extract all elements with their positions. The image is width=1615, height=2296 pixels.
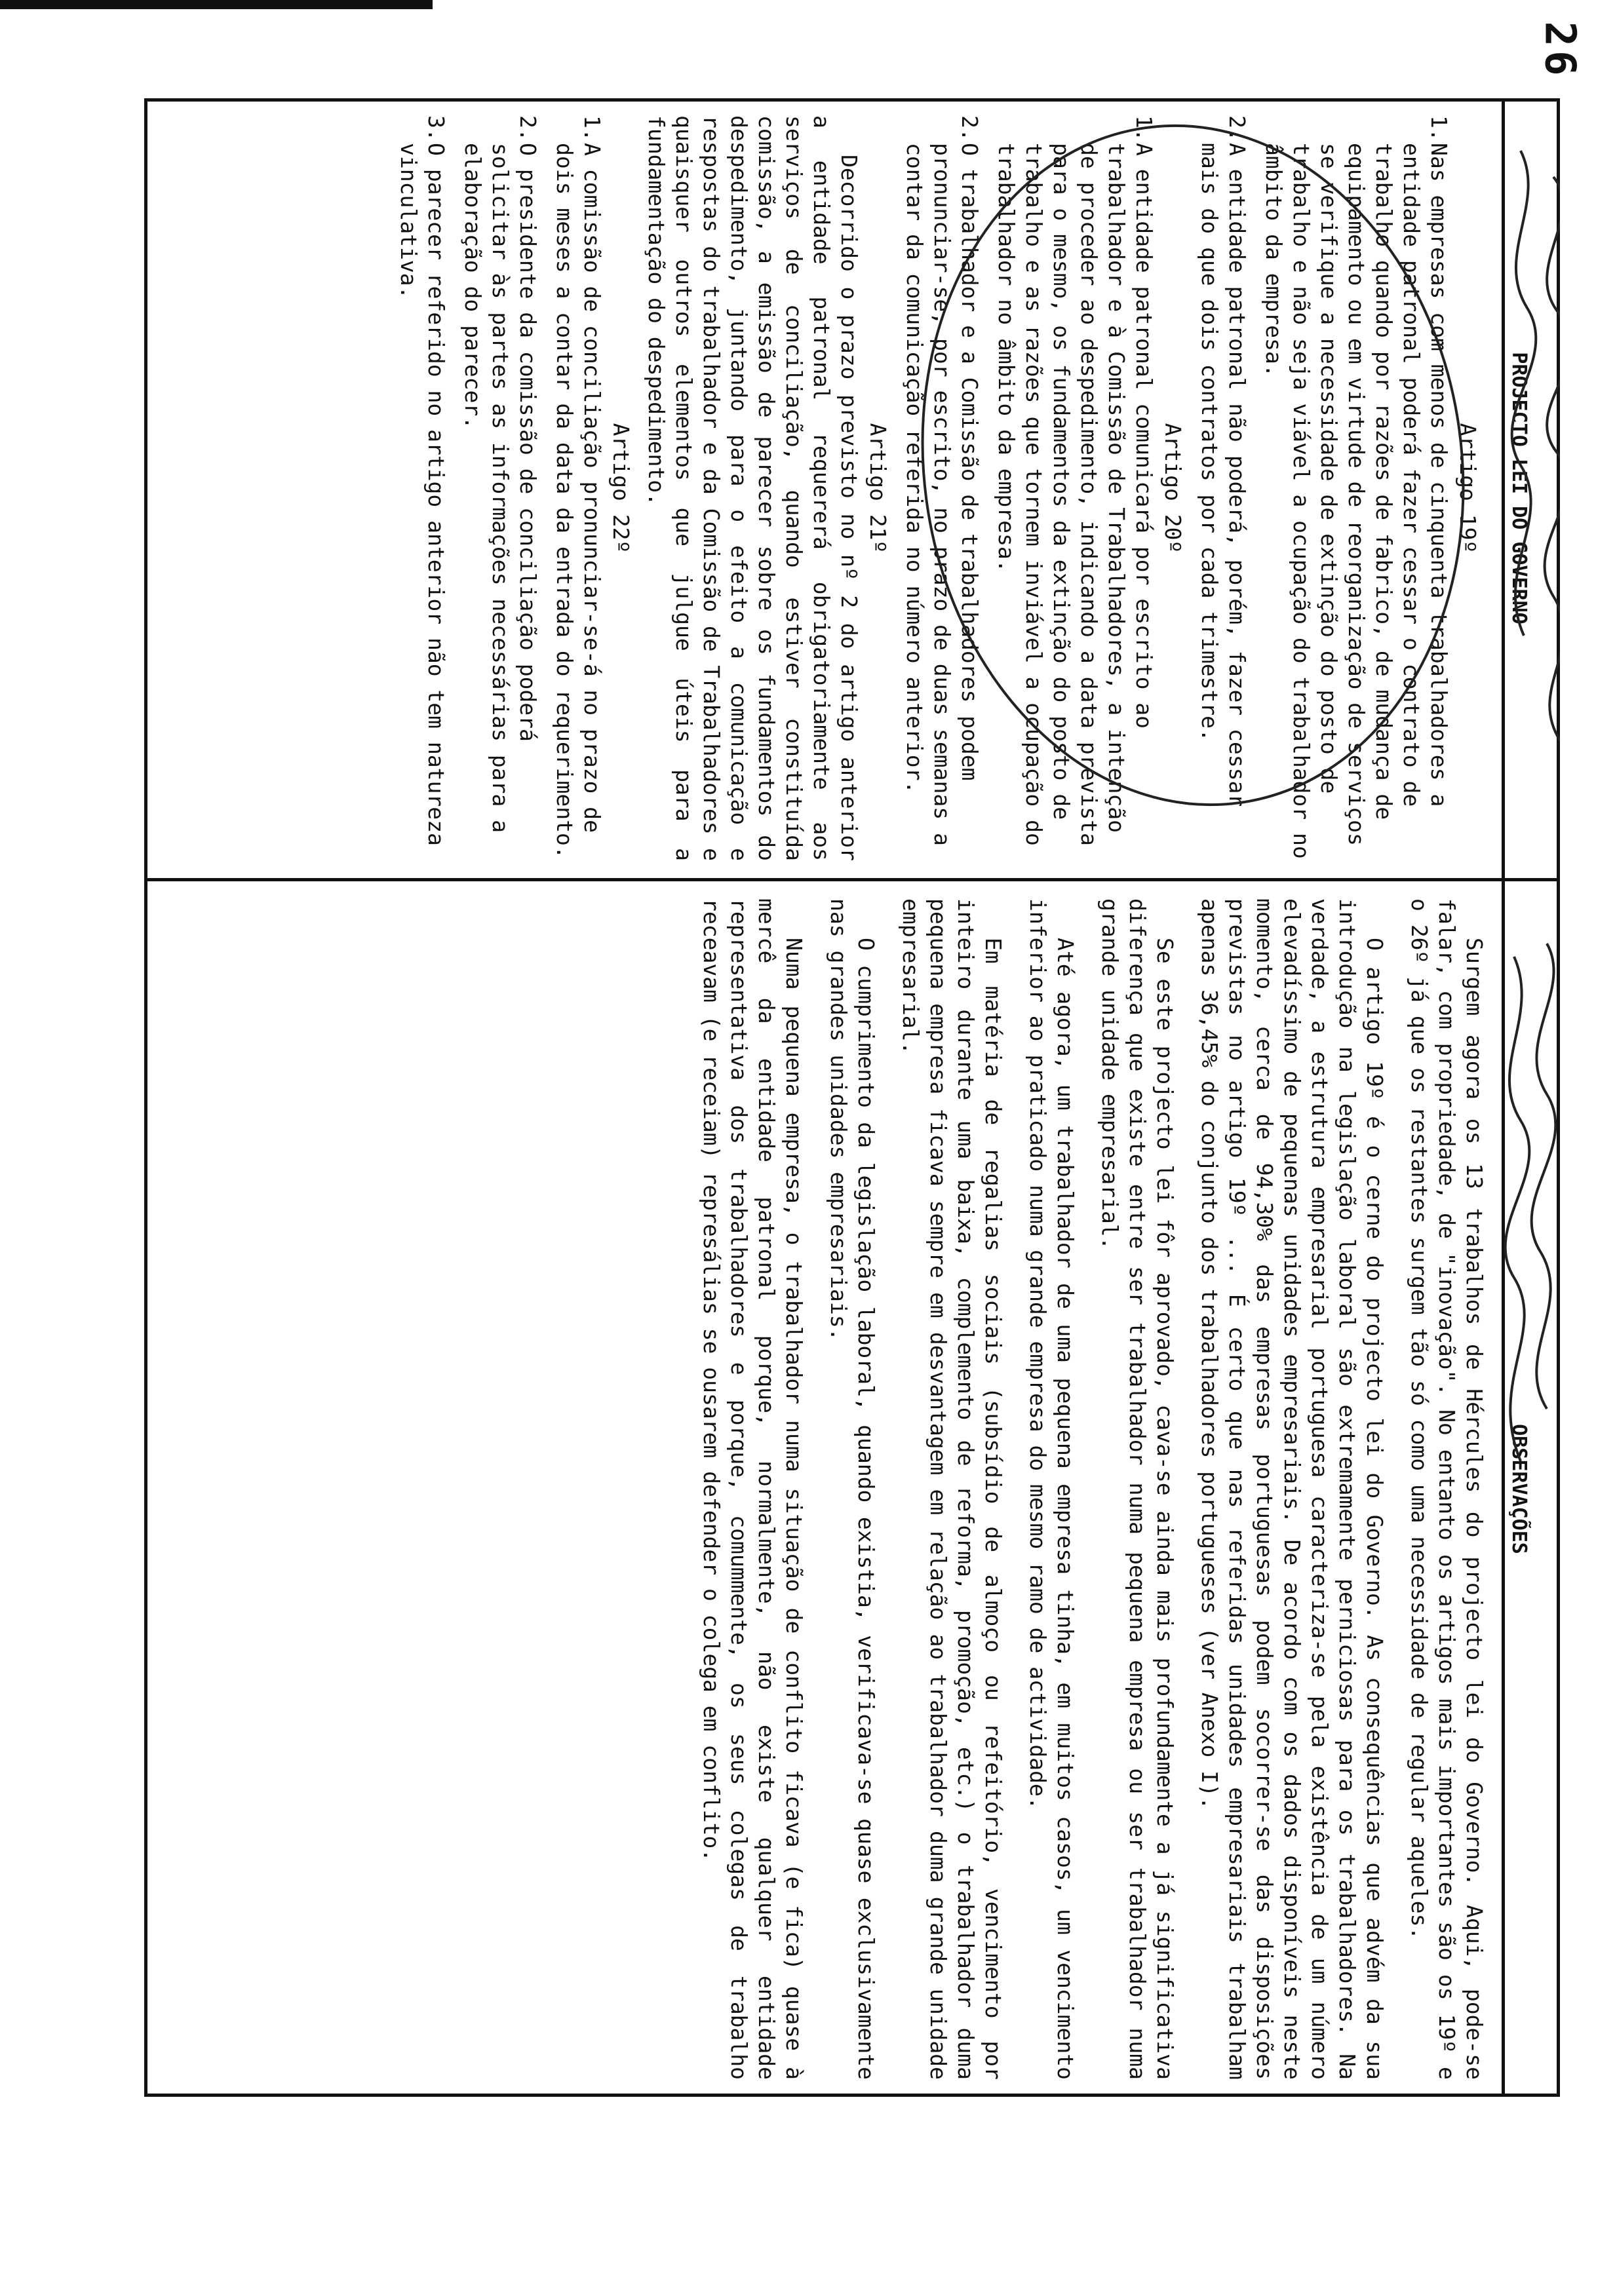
left-column <box>144 98 1560 878</box>
item-text: O parecer referido no artigo anterior não tem natureza vinculativa. <box>396 143 449 846</box>
numbered-item <box>395 115 450 861</box>
item-text: O presidente da comissão de conciliação poderá solicitar às partes as informações necessárias para a elaboração do parecer. <box>460 143 541 833</box>
article-heading: Artigo 19º <box>1455 423 1481 554</box>
item-text: A entidade patronal não poderá, porém, fazer cessar mais do que dois contratos por cada trimestre. <box>1197 143 1250 807</box>
observation-paragraph: Numa pequena empresa, o trabalhador numa situação de conflito ficava (e fica) quase à mercê da entidade patronal porque, normalmente, não existe qualquer entidade representativa dos trabalhadores e porque, comummente, os seus colegas de trabalho receavam (e receiam) represálias se ousarem defender o colega em conflito. <box>699 898 807 2080</box>
observation-paragraph: O artigo 19º é o cerne do projecto lei do Governo. As consequências que advém da sua introdução na legislação laboral são extremamente perniciosas para os trabalhadores. Na verdade, a estrutura empresarial portuguesa caracteriza-se pela existência de um número elevadíssimo de pequenas unidades empresariais. De acordo com os dados disponíveis neste momento, cerca de 94,30% das empresas portuguesas podem socorrer-se das disposições previstas no artigo 19º ... É certo que nas referidas unidades empresariais trabalham apenas 36,45% do conjunto dos trabalhadores portugueses (ver Anexo I). <box>1197 898 1388 2080</box>
item-text: A entidade patronal comunicará por escrito ao trabalhador e à Comissão de Trabalhadores, a intenção de proceder ao despedimento, indicando a data prevista para o mesmo, os fundamentos da extinção do posto de trabalho e as razões que tornem inviável a ocupação do trabalhador no âmbito da empresa. <box>994 143 1157 846</box>
article-heading: Artigo 20º <box>1160 423 1186 554</box>
observation-paragraph: Surgem agora os 13 trabalhos de Hércules do projecto lei do Governo. Aqui, pode-se falar, com propriedade, de "inovação". No entanto os artigos mais importantes são os 19º e o 26º já que os restantes surgem tão só como uma necessidade de regular aqueles. <box>1407 898 1487 2080</box>
observation-paragraph: Até agora, um trabalhador de uma pequena empresa tinha, em muitos casos, um vencimento inferior ao praticado numa grande empresa do mesmo ramo de actividade. <box>1025 898 1078 2080</box>
item-number: 1. <box>1426 115 1452 142</box>
numbered-item <box>901 115 983 861</box>
article-heading: Artigo 21º <box>865 423 891 554</box>
item-number: 1. <box>579 115 605 142</box>
observation-paragraph: Em matéria de regalias sociais (subsídio de almoço ou refeitório, vencimento por inteiro durante uma baixa, complemento de reforma, promoção, etc.) o trabalhador duma pequena empresa ficava sempre em desvantagem em relação ao trabalhador duma grande unidade empresarial. <box>898 898 1006 2080</box>
item-number: 2. <box>1224 115 1250 142</box>
item-text: A comissão de conciliação pronunciar-se-á no prazo de dois meses a contar da data da entrada do requerimento. <box>552 143 605 859</box>
article-paragraph: Decorrido o prazo previsto no nº 2 do artigo anterior a entidade patronal requererá obrigatoriamente aos serviços de conciliação, quando estiver constituída comissão, a emissão de parecer sobre os fundamentos do despedimento, juntando para o efeito a comunicação e respostas do trabalhador e da Comissão de Trabalhadores e quaisquer outros elementos que julgue úteis para a fundamentação do despedimento. <box>644 115 862 861</box>
numbered-item <box>459 115 541 861</box>
numbered-item <box>1260 115 1452 861</box>
article-heading: Artigo 22º <box>608 423 634 554</box>
item-number: 3. <box>423 115 449 142</box>
right-column <box>144 881 1560 2097</box>
page-number: 26 <box>1535 21 1584 80</box>
item-text: O trabalhador e a Comissão de trabalhadores podem pronunciar-se, por escrito, no prazo de duas semanas a contar da comunicação referida no número anterior. <box>902 143 983 846</box>
item-number: 2. <box>957 115 983 142</box>
document-sheet <box>144 98 1560 2097</box>
left-column-body <box>395 115 1505 861</box>
item-number: 2. <box>515 115 541 142</box>
observation-paragraph: Se este projecto lei fôr aprovado, cava-se ainda mais profundamente a já significativa diferença que existe entre ser trabalhador numa pequena empresa ou ser trabalhador numa grande unidade empresarial. <box>1097 898 1178 2080</box>
numbered-item <box>551 115 606 861</box>
top-rule <box>0 0 433 9</box>
right-column-body <box>697 898 1505 2080</box>
item-number: 1. <box>1131 115 1157 142</box>
left-column-header: PROJECTO LEI DO GOVERNO <box>1508 352 1530 624</box>
item-text: Nas empresas com menos de cinquenta trabalhadores a entidade patronal poderá fazer cessar o contrato de trabalho quando por razões de fabrico, de mudança de equipamento ou em virtude de reorganização de serviços se verifique a necessidade de extinção do posto de trabalho e não seja viável a ocupação do trabalhador no âmbito da empresa. <box>1261 143 1452 859</box>
observation-paragraph: O cumprimento da legislação laboral, quando existia, verificava-se quase exclusivamente nas grandes unidades empresariais. <box>826 898 879 2080</box>
right-column-header: OBSERVAÇÕES <box>1508 1424 1530 1554</box>
numbered-item <box>992 115 1158 861</box>
numbered-item <box>1196 115 1251 861</box>
